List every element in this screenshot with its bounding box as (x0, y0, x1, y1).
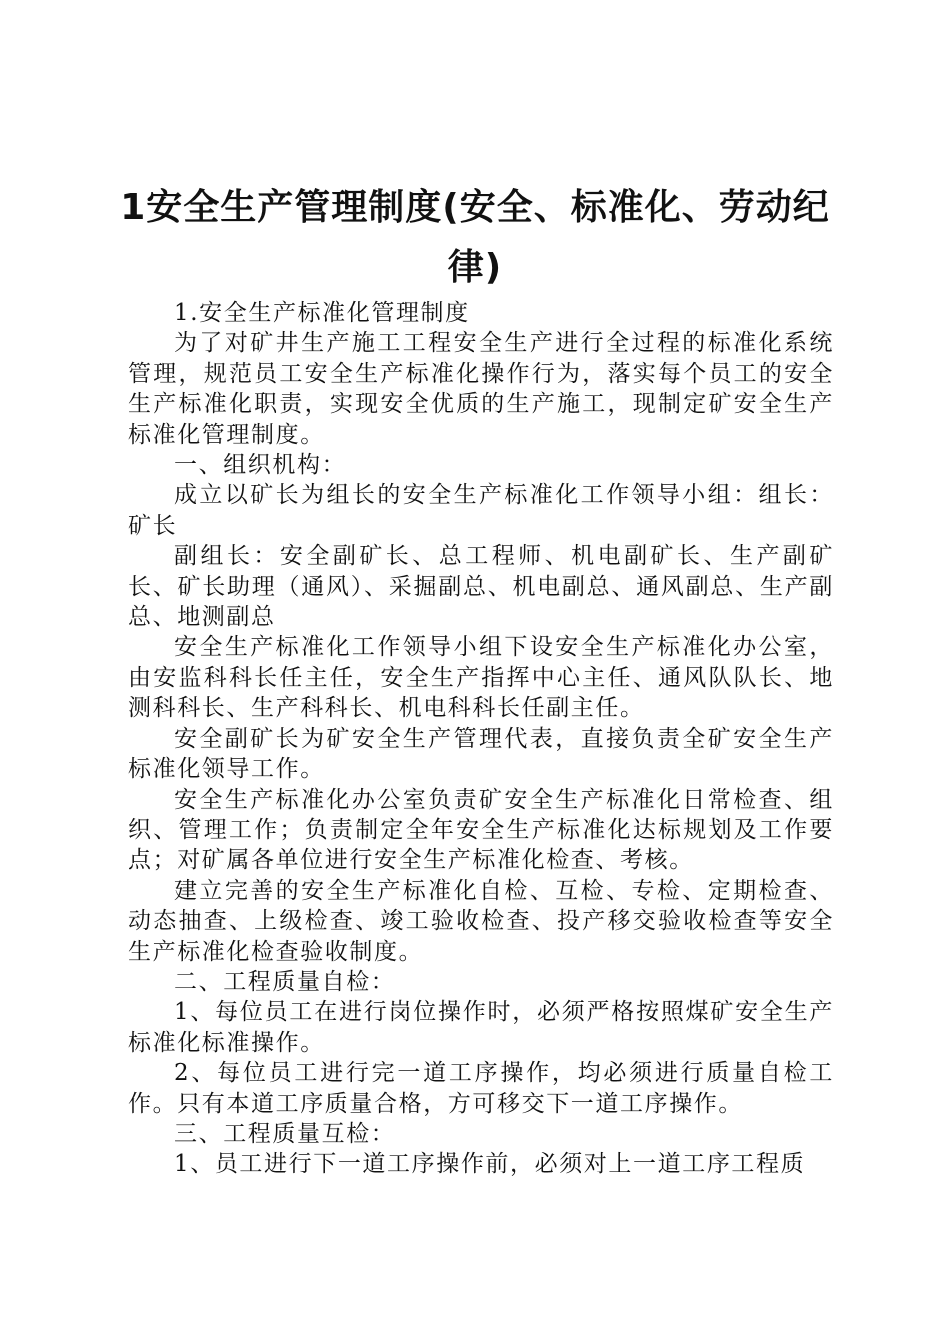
paragraph: 安全副矿长为矿安全生产管理代表，直接负责全矿安全生产标准化领导工作。 (128, 725, 834, 783)
paragraph: 安全生产标准化办公室负责矿安全生产标准化日常检查、组织、管理工作；负责制定全年安全生产标准化达标规划及工作要点；对矿属各单位进行安全生产标准化检查、考核。 (128, 786, 834, 874)
paragraph: 副组长：安全副矿长、总工程师、机电副矿长、生产副矿长、矿长助理（通风）、采掘副总、机电副总、通风副总、生产副总、地测副总 (128, 543, 834, 631)
paragraph: 1、员工进行下一道工序操作前，必须对上一道工序工程质 (174, 1151, 806, 1178)
paragraph: 安全生产标准化工作领导小组下设安全生产标准化办公室，由安监科科长任主任，安全生产指挥中心主任、通风队队长、地测科科长、生产科科长、机电科科长任副主任。 (128, 634, 834, 722)
paragraph: 为了对矿井生产施工工程安全生产进行全过程的标准化系统管理，规范员工安全生产标准化操作行为，落实每个员工的安全生产标准化职责，实现安全优质的生产施工，现制定矿安全生产标准化管理制度。 (128, 330, 834, 448)
section-heading: 三、工程质量互检： (174, 1120, 396, 1147)
paragraph: 成立以矿长为组长的安全生产标准化工作领导小组：组长：矿长 (128, 482, 834, 539)
section-heading: 1.安全生产标准化管理制度 (174, 300, 470, 326)
document-body (128, 298, 834, 1180)
paragraph: 2、每位员工进行完一道工序操作，均必须进行质量自检工作。只有本道工序质量合格，方可移交下一道工序操作。 (128, 1060, 834, 1117)
paragraph: 建立完善的安全生产标准化自检、互检、专检、定期检查、动态抽查、上级检查、竣工验收检查、投产移交验收检查等安全生产标准化检查验收制度。 (128, 877, 834, 965)
paragraph: 1、每位员工在进行岗位操作时，必须严格按照煤矿安全生产标准化标准操作。 (128, 999, 834, 1056)
section-heading: 二、工程质量自检： (174, 968, 396, 995)
document-title: 1安全生产管理制度(安全、标准化、劳动纪律) (120, 187, 830, 288)
section-heading: 一、组织机构： (174, 452, 347, 479)
